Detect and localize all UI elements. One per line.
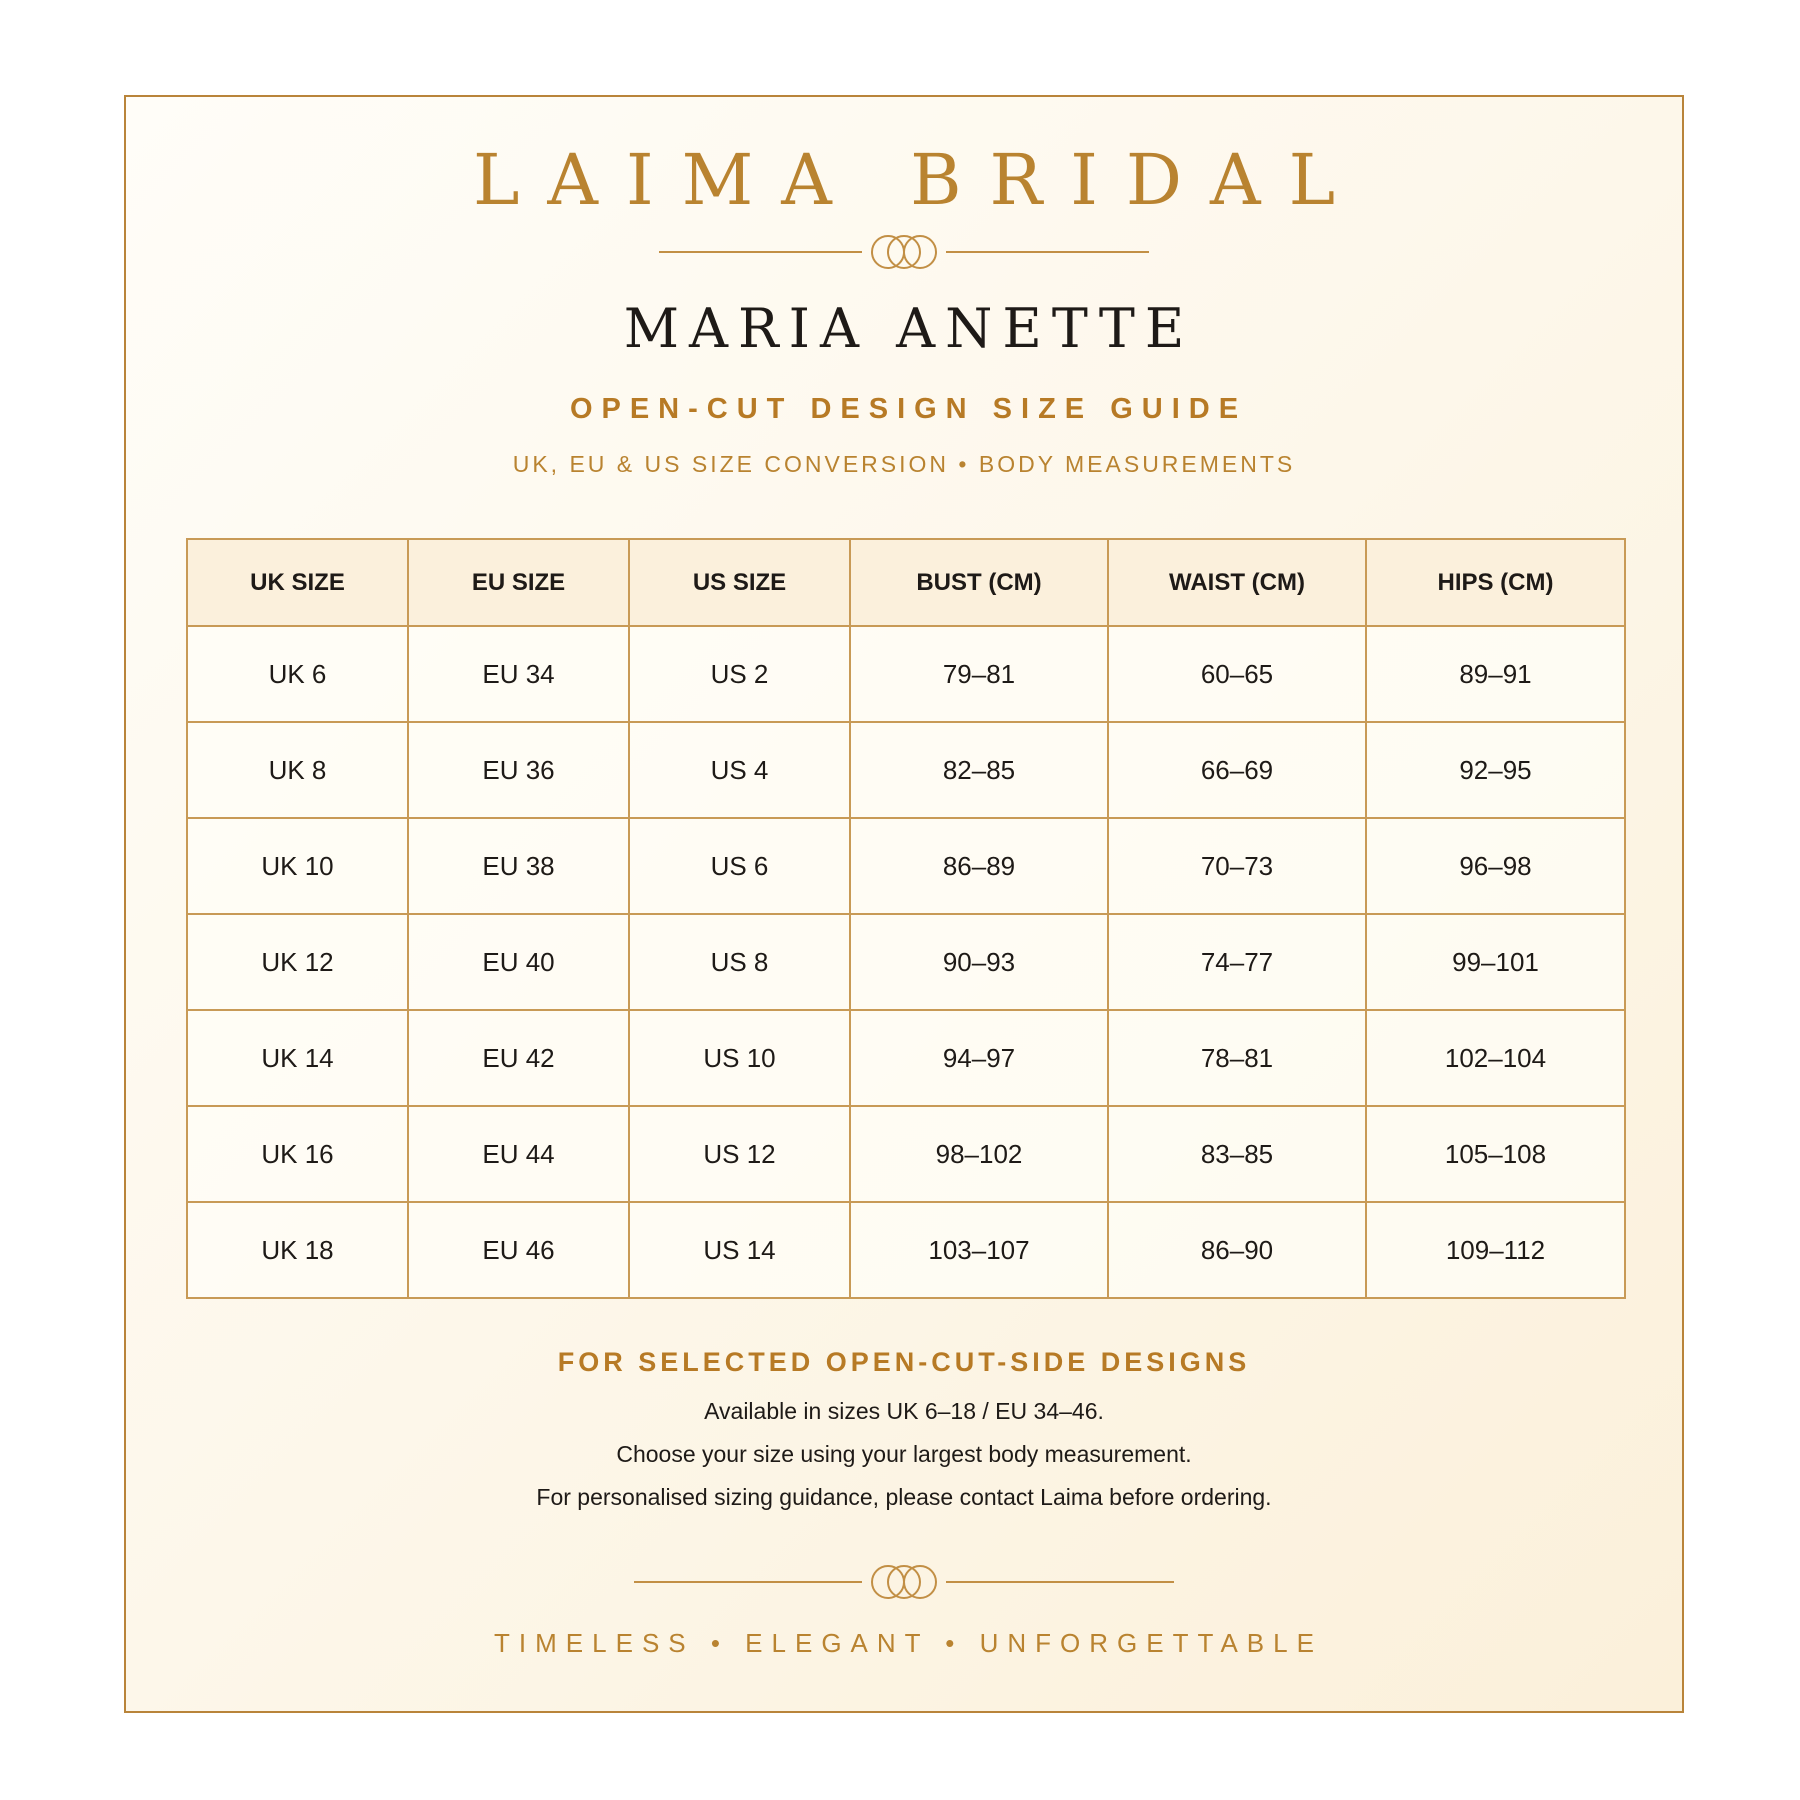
interlocking-rings-icon: [126, 1562, 1682, 1602]
cell-uk-size: UK 18: [187, 1202, 408, 1298]
cell-eu-size: EU 38: [408, 818, 629, 914]
cell-waist: 66–69: [1108, 722, 1366, 818]
notes-heading: FOR SELECTED OPEN-CUT-SIDE DESIGNS: [557, 1347, 1251, 1377]
footer-tagline: TIMELESS • ELEGANT • UNFORGETTABLE: [494, 1628, 1323, 1658]
guide-subtitle: OPEN-CUT DESIGN SIZE GUIDE: [569, 393, 1248, 425]
table-row: [187, 818, 1625, 914]
cell-uk-size: UK 10: [187, 818, 408, 914]
header-bust: BUST (CM): [850, 539, 1108, 626]
table-row: [187, 722, 1625, 818]
designer-name: MARIA ANETTE: [623, 297, 1195, 360]
cell-eu-size: EU 42: [408, 1010, 629, 1106]
cell-us-size: US 14: [629, 1202, 850, 1298]
cell-waist: 83–85: [1108, 1106, 1366, 1202]
header-eu-size: EU SIZE: [408, 539, 629, 626]
header-hips: HIPS (CM): [1366, 539, 1625, 626]
header-us-size: US SIZE: [629, 539, 850, 626]
cell-hips: 109–112: [1366, 1202, 1625, 1298]
guide-tagline: UK, EU & US SIZE CONVERSION • BODY MEASUREMENTS: [512, 451, 1296, 477]
table-header-row: [187, 539, 1625, 626]
cell-uk-size: UK 16: [187, 1106, 408, 1202]
note-line-contact: For personalised sizing guidance, please contact Laima before ordering.: [536, 1484, 1272, 1510]
cell-hips: 89–91: [1366, 626, 1625, 722]
cell-waist: 78–81: [1108, 1010, 1366, 1106]
table-row: [187, 626, 1625, 722]
cell-us-size: US 12: [629, 1106, 850, 1202]
cell-us-size: US 10: [629, 1010, 850, 1106]
size-table: [186, 538, 1626, 1299]
cell-bust: 94–97: [850, 1010, 1108, 1106]
cell-eu-size: EU 36: [408, 722, 629, 818]
cell-bust: 86–89: [850, 818, 1108, 914]
cell-us-size: US 6: [629, 818, 850, 914]
cell-eu-size: EU 46: [408, 1202, 629, 1298]
table-row: [187, 1106, 1625, 1202]
note-line-sizes: Available in sizes UK 6–18 / EU 34–46.: [704, 1398, 1104, 1424]
cell-bust: 103–107: [850, 1202, 1108, 1298]
cell-hips: 102–104: [1366, 1010, 1625, 1106]
cell-eu-size: EU 34: [408, 626, 629, 722]
cell-waist: 70–73: [1108, 818, 1366, 914]
cell-hips: 92–95: [1366, 722, 1625, 818]
cell-bust: 98–102: [850, 1106, 1108, 1202]
table-row: [187, 1202, 1625, 1298]
cell-uk-size: UK 12: [187, 914, 408, 1010]
cell-waist: 74–77: [1108, 914, 1366, 1010]
cell-us-size: US 4: [629, 722, 850, 818]
table-row: [187, 914, 1625, 1010]
cell-uk-size: UK 14: [187, 1010, 408, 1106]
table-row: [187, 1010, 1625, 1106]
cell-us-size: US 2: [629, 626, 850, 722]
cell-bust: 90–93: [850, 914, 1108, 1010]
interlocking-rings-icon: [126, 232, 1682, 272]
cell-us-size: US 8: [629, 914, 850, 1010]
header-waist: WAIST (CM): [1108, 539, 1366, 626]
cell-waist: 60–65: [1108, 626, 1366, 722]
cell-eu-size: EU 44: [408, 1106, 629, 1202]
size-table-container: [186, 538, 1624, 1299]
cell-bust: 79–81: [850, 626, 1108, 722]
cell-waist: 86–90: [1108, 1202, 1366, 1298]
cell-uk-size: UK 8: [187, 722, 408, 818]
cell-uk-size: UK 6: [187, 626, 408, 722]
note-line-measurement: Choose your size using your largest body measurement.: [616, 1441, 1192, 1467]
size-guide-card: [124, 95, 1684, 1713]
cell-hips: 99–101: [1366, 914, 1625, 1010]
brand-logo-text: LAIMA BRIDAL: [472, 139, 1364, 221]
cell-hips: 105–108: [1366, 1106, 1625, 1202]
cell-hips: 96–98: [1366, 818, 1625, 914]
header-uk-size: UK SIZE: [187, 539, 408, 626]
cell-eu-size: EU 40: [408, 914, 629, 1010]
cell-bust: 82–85: [850, 722, 1108, 818]
